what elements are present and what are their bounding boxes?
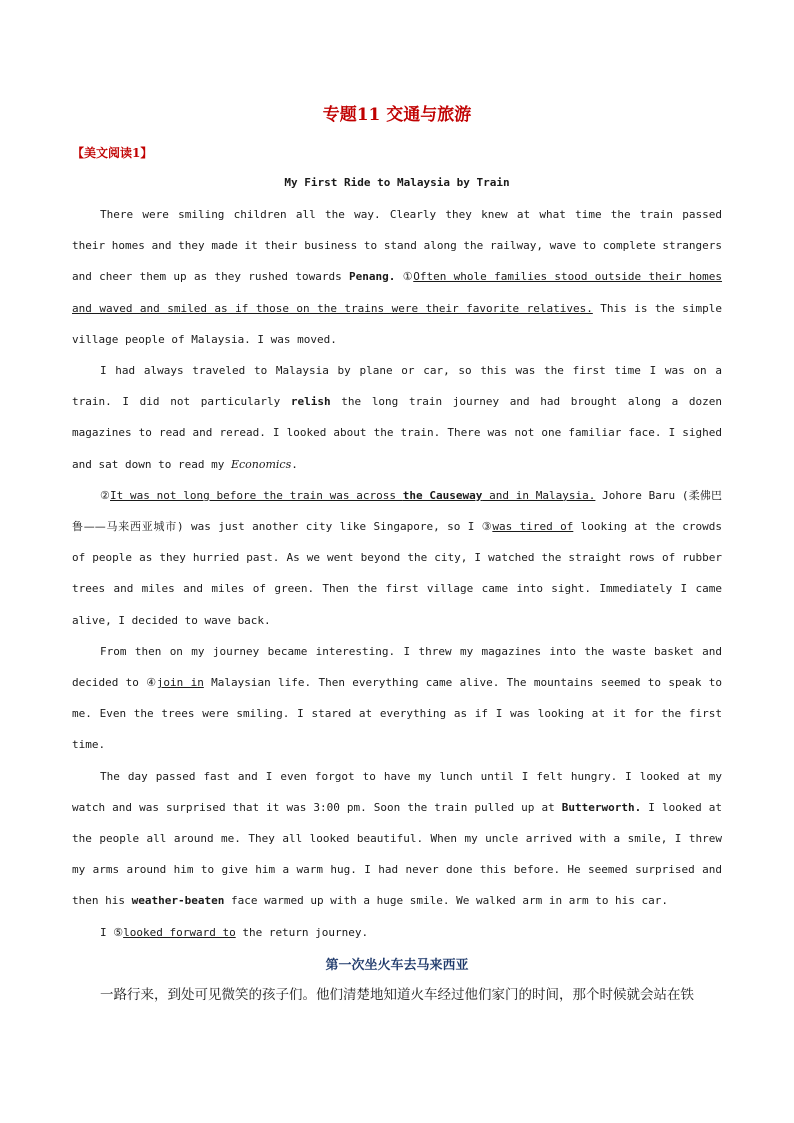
marker-1: ① (395, 270, 414, 284)
translation-title: 第一次坐火车去马来西亚 (325, 958, 469, 973)
text-run: I looked at the people all around me. They all looked beautiful. When my uncle arrived with a smile, I threw my arms around him to give him a warm hug. I had never done this before. He seemed surprised and then his (72, 800, 722, 908)
chinese-gloss: 柔佛巴鲁——马来西亚城市 (72, 488, 722, 534)
underlined-sentence-1: Often whole families stood outside their homes and waved and smiled as if those on the trains were their favorite relatives. (72, 270, 723, 315)
text-run: There were smiling children all the way. Clearly they knew at what time the train passed their homes and they made it their business to stand along the railway, wave to complete strangers and cheer them up as they rushed towards (72, 208, 722, 284)
text-run: face warmed up with a huge smile. We walked arm in arm to his car. (224, 894, 669, 908)
translation-paragraph-1: 一路行来，到处可见微笑的孩子们。他们清楚地知道火车经过他们家门的时间，那个时候就会站在铁 (100, 987, 694, 1003)
article-body (72, 199, 722, 948)
text-run: Malaysian life. Then everything came alive. The mountains seemed to speak to me. Even the trees were smiling. I stared at everything as if I was looking at it for the first time. (72, 676, 723, 752)
section-tag: 【美文阅读1】 (72, 146, 153, 160)
underlined-sentence-2 (110, 489, 595, 502)
text-run: This is the simple village people of Malaysia. I was moved. (72, 301, 722, 346)
underlined-phrase-5: looked forward to (123, 925, 236, 939)
page-title: 专题11 交通与旅游 (322, 105, 472, 125)
text-run: ) was just another city like Singapore, so I ③ (176, 520, 493, 534)
text-run: I had always traveled to Malaysia by plane or car, so this was the first time I was on a train. I did not particularly (72, 364, 722, 409)
text-run: the return journey. (235, 925, 369, 939)
italic-economics: Economics (230, 457, 292, 471)
text-run: the long train journey and had brought along a dozen magazines to read and reread. I looked about the train. There was not one familiar face. I sighed and sat down to read my (72, 395, 722, 471)
text-run: From then on my journey became interesting. I threw my magazines into the waste basket and decided to ④ (72, 644, 722, 690)
keyword-butterworth: Butterworth. (561, 800, 642, 814)
keyword-causeway: the Causeway (402, 488, 483, 502)
underlined-phrase-3: was tired of (492, 520, 574, 534)
paragraph-3 (72, 480, 722, 636)
keyword-weather-beaten: weather-beaten (131, 894, 225, 908)
text-run: It was not long before the train was across (110, 488, 403, 502)
text-run: I ⑤ (100, 925, 124, 939)
article-title: My First Ride to Malaysia by Train (284, 176, 510, 189)
text-run: . (291, 457, 298, 471)
translation-body (72, 982, 722, 1008)
paragraph-2 (72, 355, 722, 480)
paragraph-1 (72, 199, 722, 355)
paragraph-5 (72, 761, 722, 917)
text-run: The day passed fast and I even forgot to have my lunch until I felt hungry. I looked at my watch and was surprised that it was 3:00 pm. Soon the train pulled up at (72, 769, 722, 814)
text-run: Johore Baru ( (595, 488, 689, 502)
text-run: looking at the crowds of people as they hurried past. As we went beyond the city, I watched the straight rows of rubber trees and miles and miles of green. Then the first village came into sight. Immediately I came alive, I decided to wave back. (72, 520, 722, 627)
marker-2: ② (100, 488, 111, 502)
keyword-relish: relish (290, 395, 331, 409)
paragraph-6 (72, 917, 722, 948)
keyword-penang: Penang. (349, 270, 396, 284)
underlined-phrase-4: join in (156, 676, 204, 690)
text-run: and in Malaysia. (482, 488, 596, 502)
paragraph-4 (72, 636, 722, 761)
